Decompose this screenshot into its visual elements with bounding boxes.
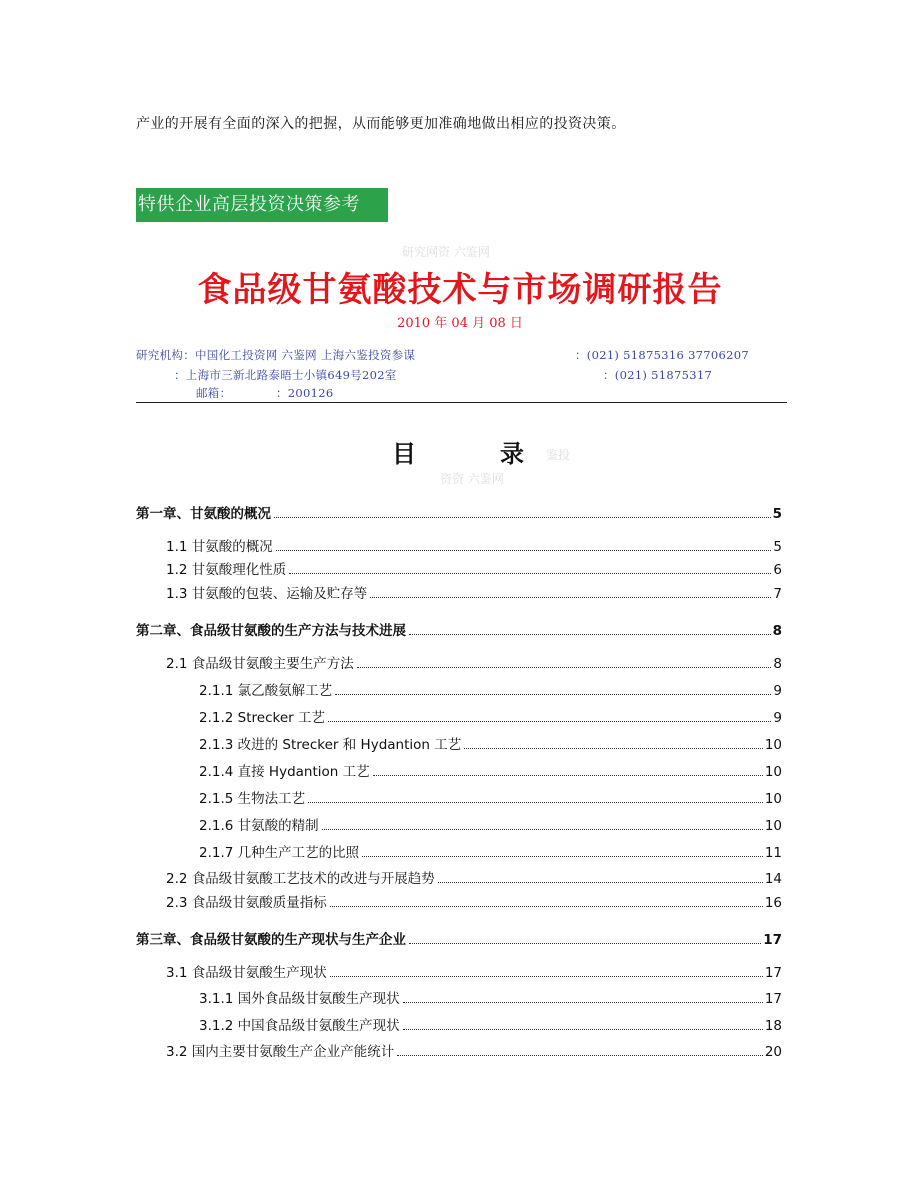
toc-page-number: 14 xyxy=(764,871,782,887)
toc-page-number: 7 xyxy=(773,586,782,602)
toc-dot-leader xyxy=(409,942,761,944)
toc-page-number: 10 xyxy=(764,737,782,753)
toc-dot-leader xyxy=(330,905,763,907)
org-line1-left: 研究机构：中国化工投资网 六鉴网 上海六鉴投资参谋 xyxy=(136,348,416,362)
toc-entry[interactable] xyxy=(166,867,782,887)
toc-dot-leader xyxy=(362,855,763,857)
toc-dot-leader xyxy=(276,549,772,551)
toc-page-number: 8 xyxy=(773,656,782,672)
toc-entry[interactable] xyxy=(199,1014,782,1034)
org-fax: ：(021) 51875317 xyxy=(603,368,713,382)
toc-dot-leader xyxy=(328,720,771,722)
toc-entry-label: 第三章、食品级甘氨酸的生产现状与生产企业 xyxy=(136,932,406,948)
toc-dot-leader xyxy=(397,1054,763,1056)
toc-dot-leader xyxy=(370,596,771,598)
toc-page-number: 17 xyxy=(764,991,782,1007)
toc-page-number: 16 xyxy=(764,895,782,911)
toc-page-number: 5 xyxy=(772,506,782,522)
toc-dot-leader xyxy=(373,774,763,776)
org-phone: ：(021) 51875316 37706207 xyxy=(575,348,750,362)
toc-entry-label: 第二章、食品级甘氨酸的生产方法与技术进展 xyxy=(136,623,406,639)
toc-title-right: 录 xyxy=(500,439,524,468)
intro-paragraph: 产业的开展有全面的深入的把握，从而能够更加准确地做出相应的投资决策。 xyxy=(136,116,626,132)
toc-title-left: 目 xyxy=(392,439,416,468)
toc-entry-label: 2.2 食品级甘氨酸工艺技术的改进与开展趋势 xyxy=(166,871,435,887)
toc-entry[interactable] xyxy=(199,814,782,834)
toc-entry[interactable] xyxy=(199,706,782,726)
toc-entry-label: 2.1.5 生物法工艺 xyxy=(199,791,306,807)
toc-entry-label: 2.1.3 改进的 Strecker 和 Hydantion 工艺 xyxy=(199,737,462,753)
toc-page-number: 17 xyxy=(764,965,782,981)
toc-entry[interactable] xyxy=(166,558,782,578)
org-postcode: ：200126 xyxy=(276,386,334,400)
toc-page-number: 17 xyxy=(763,932,782,948)
toc-entry-label: 3.2 国内主要甘氨酸生产企业产能统计 xyxy=(166,1044,395,1060)
toc-entry[interactable] xyxy=(199,760,782,780)
toc-entry-label: 2.1.2 Strecker 工艺 xyxy=(199,710,325,726)
toc-entry-label: 3.1.1 国外食品级甘氨酸生产现状 xyxy=(199,991,400,1007)
toc-entry[interactable] xyxy=(166,535,782,555)
toc-page-number: 9 xyxy=(773,710,782,726)
toc-dot-leader xyxy=(438,881,763,883)
toc-entry-label: 2.3 食品级甘氨酸质量指标 xyxy=(166,895,327,911)
toc-entry-label: 3.1 食品级甘氨酸生产现状 xyxy=(166,965,327,981)
toc-entry[interactable] xyxy=(166,961,782,981)
toc-page-number: 10 xyxy=(764,764,782,780)
decision-reference-banner: 特供企业高层投资决策参考 xyxy=(136,188,388,222)
toc-dot-leader xyxy=(409,633,771,635)
toc-page-number: 10 xyxy=(764,791,782,807)
toc-entry-label: 2.1.7 几种生产工艺的比照 xyxy=(199,845,360,861)
toc-dot-leader xyxy=(335,693,771,695)
report-date: 2010 年 04 月 08 日 xyxy=(397,316,523,331)
toc-entry[interactable] xyxy=(199,733,782,753)
watermark-text: 鉴投 xyxy=(546,448,571,462)
toc-dot-leader xyxy=(464,747,763,749)
toc-entry-label: 2.1.6 甘氨酸的精制 xyxy=(199,818,319,834)
toc-dot-leader xyxy=(330,975,763,977)
toc-entry[interactable] xyxy=(166,1040,782,1060)
toc-chapter-entry[interactable] xyxy=(136,619,782,639)
org-address: ：上海市三新北路泰晤士小镇649号202室 xyxy=(174,368,397,382)
toc-entry-label: 1.3 甘氨酸的包装、运输及贮存等 xyxy=(166,586,368,602)
org-email-label: 邮箱： xyxy=(196,386,232,400)
toc-dot-leader xyxy=(357,666,772,668)
toc-entry[interactable] xyxy=(166,652,782,672)
report-title: 食品级甘氨酸技术与市场调研报告 xyxy=(197,270,723,310)
toc-entry-label: 第一章、甘氨酸的概况 xyxy=(136,506,271,522)
toc-entry[interactable] xyxy=(199,841,782,861)
toc-dot-leader xyxy=(403,1028,763,1030)
toc-entry[interactable] xyxy=(199,679,782,699)
toc-dot-leader xyxy=(322,828,763,830)
toc-page-number: 18 xyxy=(764,1018,782,1034)
toc-entry-label: 2.1.4 直接 Hydantion 工艺 xyxy=(199,764,370,780)
toc-entry[interactable] xyxy=(166,891,782,911)
toc-dot-leader xyxy=(274,516,771,518)
toc-dot-leader xyxy=(289,572,771,574)
toc-entry[interactable] xyxy=(199,787,782,807)
toc-page-number: 10 xyxy=(764,818,782,834)
watermark-text: 研究网资 六鉴网 xyxy=(402,245,490,259)
toc-entry[interactable] xyxy=(166,582,782,602)
toc-chapter-entry[interactable] xyxy=(136,928,782,948)
toc-entry-label: 2.1.1 氯乙酸氨解工艺 xyxy=(199,683,333,699)
toc-dot-leader xyxy=(308,801,763,803)
toc-entry-label: 2.1 食品级甘氨酸主要生产方法 xyxy=(166,656,354,672)
toc-page-number: 5 xyxy=(773,539,782,555)
toc-chapter-entry[interactable] xyxy=(136,502,782,522)
header-rule xyxy=(136,402,787,403)
toc-page-number: 6 xyxy=(773,562,782,578)
toc-entry[interactable] xyxy=(199,987,782,1007)
toc-page-number: 20 xyxy=(764,1044,782,1060)
toc-entry-label: 3.1.2 中国食品级甘氨酸生产现状 xyxy=(199,1018,400,1034)
toc-entry-label: 1.1 甘氨酸的概况 xyxy=(166,539,273,555)
toc-dot-leader xyxy=(403,1001,763,1003)
toc-entry-label: 1.2 甘氨酸理化性质 xyxy=(166,562,287,578)
toc-page-number: 9 xyxy=(773,683,782,699)
toc-page-number: 11 xyxy=(764,845,782,861)
toc-page-number: 8 xyxy=(772,623,782,639)
watermark-text: 资资 六鉴网 xyxy=(440,472,504,486)
